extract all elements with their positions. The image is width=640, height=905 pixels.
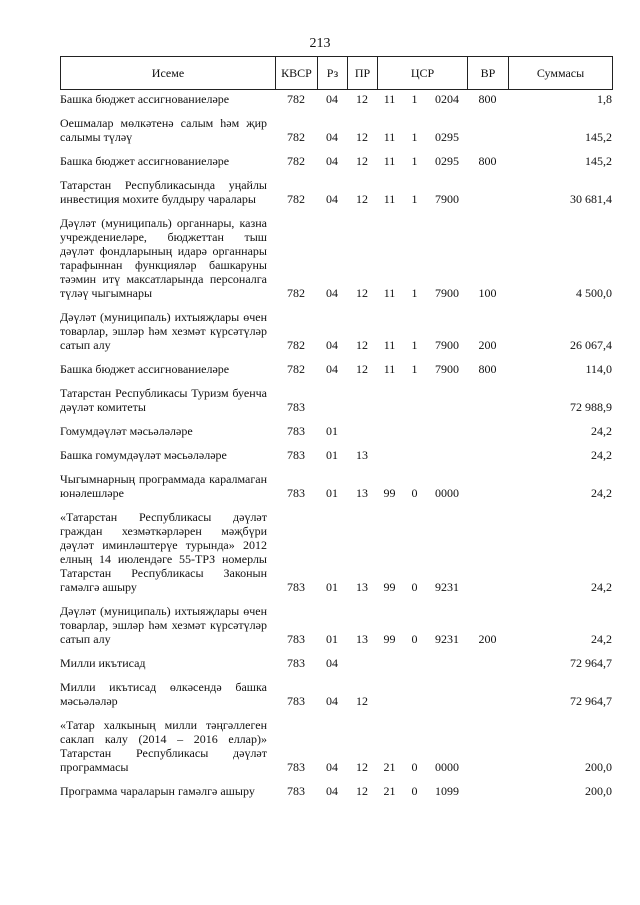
- header-kvsr: КВСР: [276, 57, 318, 90]
- cell-pr: [347, 417, 377, 441]
- table-row: [60, 465, 612, 503]
- cell-name: Оешмалар мөлкәтенә салым һәм җир салымы түләү: [60, 116, 267, 144]
- cell-csr1: 99: [383, 580, 396, 594]
- cell-csr3: [427, 379, 467, 417]
- cell-sum: 24,2: [591, 632, 612, 646]
- cell-csr2: [402, 649, 427, 673]
- cell-csr3: [427, 649, 467, 673]
- cell-csr1: 99: [383, 486, 396, 500]
- cell-csr1: [377, 379, 402, 417]
- cell-csr2: 0: [411, 784, 418, 798]
- cell-pr: 12: [356, 92, 368, 106]
- cell-rz: 01: [326, 580, 338, 594]
- header-sum: Суммасы: [509, 57, 613, 90]
- cell-csr1: 11: [383, 286, 396, 300]
- cell-pr: 12: [356, 694, 368, 708]
- table-row: [60, 417, 612, 441]
- header-vr: ВР: [468, 57, 509, 90]
- cell-vr: [467, 109, 508, 147]
- cell-csr2: [402, 379, 427, 417]
- cell-sum: 24,2: [591, 448, 612, 462]
- table-row: [60, 673, 612, 711]
- cell-csr3: [427, 441, 467, 465]
- cell-sum: 72 964,7: [570, 656, 612, 670]
- cell-vr: 800: [478, 92, 497, 106]
- cell-csr1: 21: [383, 760, 396, 774]
- cell-csr2: 0: [411, 486, 418, 500]
- cell-csr1: 11: [383, 130, 396, 144]
- cell-kvsr: 783: [287, 656, 305, 670]
- cell-name: «Татарстан Республикасы дәүләт граждан хезмәткәрләрен мәҗбүри дәүләт иминләштерүе турында» 2012 елның 14 июлендәге 55-ТРЗ номерлы Татарстан Республикасы Законын гамәлгә ашыру: [60, 510, 267, 594]
- cell-name: Татарстан Республикасында уңайлы инвестиция мохите булдыру чаралары: [60, 178, 267, 206]
- cell-name: Татарстан Республикасы Туризм буенча дәүләт комитеты: [60, 386, 267, 414]
- cell-pr: 12: [356, 784, 368, 798]
- cell-csr2: [402, 673, 427, 711]
- table-row: [60, 379, 612, 417]
- cell-csr2: 1: [411, 154, 418, 168]
- cell-csr1: 99: [383, 632, 396, 646]
- header-pr: ПР: [348, 57, 378, 90]
- table-row: [60, 109, 612, 147]
- cell-rz: 04: [326, 192, 338, 206]
- cell-vr: 200: [478, 338, 497, 352]
- cell-name: Дәүләт (муниципаль) ихтыяҗлары өчен товарлар, эшләр һәм хезмәт күрсәтүләр сатып алу: [60, 604, 267, 646]
- cell-name: Гомумдәүләт мәсьәләләре: [60, 424, 193, 438]
- cell-rz: 04: [326, 154, 338, 168]
- cell-name: Башка гомумдәүләт мәсьәләләре: [60, 448, 227, 462]
- cell-csr3: 0204: [435, 92, 459, 106]
- cell-name: Башка бюджет ассигнованиеләре: [60, 92, 230, 106]
- cell-csr3: [427, 417, 467, 441]
- cell-vr: 800: [478, 154, 497, 168]
- cell-csr3: 0295: [435, 130, 459, 144]
- cell-pr: 12: [356, 362, 368, 376]
- cell-kvsr: 783: [287, 632, 305, 646]
- cell-csr1: 11: [383, 362, 396, 376]
- cell-csr3: [427, 673, 467, 711]
- cell-csr2: 0: [411, 580, 418, 594]
- cell-csr1: 11: [383, 338, 396, 352]
- cell-pr: 13: [356, 580, 368, 594]
- cell-rz: 04: [326, 760, 338, 774]
- cell-csr2: 1: [411, 92, 418, 106]
- cell-csr2: 1: [411, 192, 418, 206]
- cell-csr2: 1: [411, 130, 418, 144]
- cell-sum: 26 067,4: [570, 338, 612, 352]
- cell-sum: 200,0: [585, 760, 612, 774]
- cell-vr: [467, 711, 508, 777]
- cell-csr3: 0000: [435, 760, 459, 774]
- cell-kvsr: 782: [287, 286, 305, 300]
- cell-vr: [467, 417, 508, 441]
- cell-csr1: 21: [383, 784, 396, 798]
- cell-sum: 4 500,0: [576, 286, 612, 300]
- cell-name: Милли икътисад өлкәсендә башка мәсьәләләр: [60, 680, 267, 708]
- cell-kvsr: 782: [287, 92, 305, 106]
- cell-name: «Татар халкының милли тәңгәллеген саклап калу (2014 – 2016 еллар)» Татарстан Республикасы дәүләт программасы: [60, 718, 267, 774]
- cell-rz: 04: [326, 362, 338, 376]
- cell-name: Программа чараларын гамәлгә ашыру: [60, 784, 255, 798]
- cell-vr: 100: [478, 286, 497, 300]
- cell-rz: 04: [326, 130, 338, 144]
- cell-kvsr: 783: [287, 784, 305, 798]
- cell-csr2: 0: [411, 760, 418, 774]
- cell-sum: 30 681,4: [570, 192, 612, 206]
- table-row: [60, 503, 612, 597]
- cell-kvsr: 783: [287, 694, 305, 708]
- cell-csr2: [402, 417, 427, 441]
- cell-vr: 800: [478, 362, 497, 376]
- cell-vr: [467, 171, 508, 209]
- cell-vr: [467, 777, 508, 801]
- cell-kvsr: 782: [287, 154, 305, 168]
- header-name: Исеме: [61, 57, 276, 90]
- cell-sum: 145,2: [585, 130, 612, 144]
- cell-rz: 01: [326, 448, 338, 462]
- cell-rz: 04: [326, 286, 338, 300]
- cell-rz: 04: [326, 694, 338, 708]
- cell-pr: 13: [356, 486, 368, 500]
- cell-kvsr: 782: [287, 362, 305, 376]
- cell-kvsr: 783: [287, 400, 305, 414]
- cell-csr2: 1: [411, 338, 418, 352]
- table-row: [60, 171, 612, 209]
- page-number: 213: [309, 36, 331, 51]
- cell-kvsr: 783: [287, 448, 305, 462]
- cell-kvsr: 782: [287, 192, 305, 206]
- cell-rz: 04: [326, 784, 338, 798]
- cell-pr: 13: [356, 448, 368, 462]
- table-row: [60, 597, 612, 649]
- budget-table: [60, 92, 612, 801]
- cell-csr1: 11: [383, 192, 396, 206]
- cell-name: Дәүләт (муниципаль) органнары, казна учреждениеләре, бюджеттан тыш дәүләт фондларының идарә органнары тарафыннан функцияләр башкаруны тәэмин итү максатларында персоналга түләү чыгымнары: [60, 216, 267, 300]
- cell-csr1: [377, 417, 402, 441]
- cell-kvsr: 783: [287, 424, 305, 438]
- cell-rz: 04: [326, 92, 338, 106]
- table-header: [60, 56, 613, 90]
- cell-kvsr: 783: [287, 760, 305, 774]
- cell-pr: 12: [356, 760, 368, 774]
- table-row: [60, 711, 612, 777]
- cell-kvsr: 782: [287, 338, 305, 352]
- cell-vr: 200: [478, 632, 497, 646]
- cell-vr: [467, 379, 508, 417]
- cell-csr3: 0295: [435, 154, 459, 168]
- cell-name: Милли икътисад: [60, 656, 146, 670]
- cell-name: Башка бюджет ассигнованиеләре: [60, 362, 230, 376]
- header-rz: Рз: [318, 57, 348, 90]
- cell-csr3: 7900: [435, 286, 459, 300]
- cell-vr: [467, 649, 508, 673]
- cell-csr3: 9231: [435, 632, 459, 646]
- cell-sum: 72 964,7: [570, 694, 612, 708]
- cell-csr1: 11: [383, 92, 396, 106]
- cell-pr: 12: [356, 192, 368, 206]
- table-row: [60, 441, 612, 465]
- cell-csr3: 1099: [435, 784, 459, 798]
- cell-pr: [347, 379, 377, 417]
- cell-vr: [467, 673, 508, 711]
- cell-csr3: 7900: [435, 192, 459, 206]
- cell-csr3: 0000: [435, 486, 459, 500]
- cell-rz: 04: [326, 338, 338, 352]
- cell-csr3: 7900: [435, 338, 459, 352]
- cell-kvsr: 783: [287, 580, 305, 594]
- cell-sum: 1,8: [597, 92, 612, 106]
- cell-sum: 200,0: [585, 784, 612, 798]
- header-csr: ЦСР: [378, 57, 468, 90]
- table-row: [60, 777, 612, 801]
- cell-vr: [467, 465, 508, 503]
- cell-pr: 12: [356, 286, 368, 300]
- cell-pr: 12: [356, 154, 368, 168]
- cell-csr3: 9231: [435, 580, 459, 594]
- cell-vr: [467, 503, 508, 597]
- cell-sum: 24,2: [591, 486, 612, 500]
- cell-csr2: 0: [411, 632, 418, 646]
- cell-csr2: 1: [411, 286, 418, 300]
- cell-name: Чыгымнарның программада каралмаган юнәлешләре: [60, 472, 267, 500]
- cell-csr1: [377, 649, 402, 673]
- cell-pr: 13: [356, 632, 368, 646]
- cell-kvsr: 782: [287, 130, 305, 144]
- cell-kvsr: 783: [287, 486, 305, 500]
- cell-sum: 24,2: [591, 580, 612, 594]
- cell-csr1: [377, 673, 402, 711]
- cell-sum: 145,2: [585, 154, 612, 168]
- table-row: [60, 147, 612, 171]
- cell-name: Дәүләт (муниципаль) ихтыяҗлары өчен товарлар, эшләр һәм хезмәт күрсәтүләр сатып алу: [60, 310, 267, 352]
- table-row: [60, 92, 612, 109]
- cell-vr: [467, 441, 508, 465]
- cell-rz: 04: [326, 656, 338, 670]
- table-row: [60, 649, 612, 673]
- cell-rz: [317, 379, 347, 417]
- cell-rz: 01: [326, 424, 338, 438]
- cell-pr: 12: [356, 130, 368, 144]
- cell-csr2: [402, 441, 427, 465]
- cell-pr: [347, 649, 377, 673]
- table-row: [60, 303, 612, 355]
- cell-name: Башка бюджет ассигнованиеләре: [60, 154, 230, 168]
- cell-csr3: 7900: [435, 362, 459, 376]
- cell-csr2: 1: [411, 362, 418, 376]
- cell-csr1: [377, 441, 402, 465]
- cell-csr1: 11: [383, 154, 396, 168]
- cell-sum: 24,2: [591, 424, 612, 438]
- cell-rz: 01: [326, 486, 338, 500]
- cell-sum: 114,0: [585, 362, 612, 376]
- cell-pr: 12: [356, 338, 368, 352]
- cell-rz: 01: [326, 632, 338, 646]
- table-row: [60, 355, 612, 379]
- table-row: [60, 209, 612, 303]
- cell-sum: 72 988,9: [570, 400, 612, 414]
